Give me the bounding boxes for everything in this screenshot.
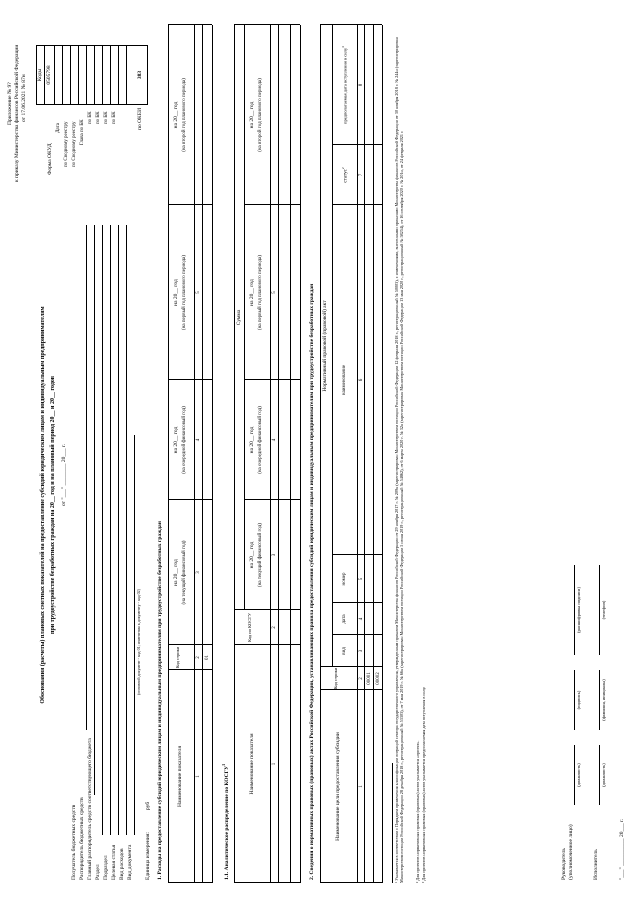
s1-col-y2-sub: (на первый год планового периода) xyxy=(182,255,187,330)
code-label-registry-1: по Сводному реестру xyxy=(64,121,69,167)
head-label-2: (уполномоченное лицо) xyxy=(568,824,574,880)
s11-num-3: 3 xyxy=(272,553,277,557)
s1-num-2: 2 xyxy=(196,656,201,659)
executor-caption-fio: (фамилия, инициалы) xyxy=(601,679,606,721)
doc-type-note: (основной документ - код 01; изменения к документу - код 02) xyxy=(136,589,141,695)
okud-value: 0505798 xyxy=(46,65,52,85)
section11-title: 1.1. Аналитическое распределение по КОСГУ$^1$ xyxy=(221,763,230,880)
s11-col-kosgu: Код по КОСГУ xyxy=(247,612,252,643)
head-caption-name: (расшифровка подписи) xyxy=(576,587,581,633)
code-label-registry-2: по Сводному реестру xyxy=(72,121,77,167)
head-label-1: Руководитель xyxy=(561,848,567,880)
s11-col-name: Наименование показателя xyxy=(249,733,255,795)
s2-num-5: 5 xyxy=(359,577,364,581)
s2-col-name: Наименование цели предоставления субсидии xyxy=(335,732,341,841)
expense-type-label: Вид расходов xyxy=(119,848,125,880)
codes-header: Коды xyxy=(37,68,43,82)
appendix-line-3: от 17.06.2021 № 87н xyxy=(21,74,27,122)
distributor-label: Распорядитель бюджетных средств xyxy=(79,797,85,880)
s11-col-y0: на 20__ год xyxy=(249,541,255,569)
form-title-line-1: Обоснования (расчеты) плановых сметных показателей на предоставление субсидий юридическим лицам и индивидуальным предпринимателям xyxy=(40,306,46,704)
s1-col-code: Код строки xyxy=(175,646,180,669)
s2-num-7: 7 xyxy=(359,173,364,177)
executor-label: Исполнитель xyxy=(593,849,599,880)
code-label-bk-4: по БК xyxy=(112,111,117,124)
s11-num-5: 5 xyxy=(272,291,277,294)
s1-num-1: 1 xyxy=(196,775,201,778)
s2-sub-status: статус$^2$ xyxy=(341,167,349,183)
doc-type-label: Вид документа xyxy=(127,844,133,880)
unit-value: руб xyxy=(145,801,151,810)
s2-sub-date: дата xyxy=(342,614,347,624)
code-label-bk-3: по БК xyxy=(104,111,109,124)
s2-col-code: Код строки xyxy=(333,667,338,690)
s11-col-y3-sub: (на второй год планового периода) xyxy=(258,78,263,152)
s2-row-code-2: 00002 xyxy=(376,672,381,685)
s11-col-y1-sub: (на очередной финансовый год) xyxy=(258,406,263,474)
s1-col-y1-sub: (на очередной финансовый год) xyxy=(182,406,187,474)
s2-row-code-1: 00001 xyxy=(367,672,372,685)
s1-col-y2: на 20__ год xyxy=(173,279,179,306)
okei-label: по ОКЕИ xyxy=(137,107,143,130)
form-date: от "___" ________ 20___ г. xyxy=(61,443,67,507)
s1-col-y3-sub: (на второй год планового периода) xyxy=(182,78,187,152)
form-title-line-2: при трудоустройстве безработных граждан на 20__ год и на плановый период 20__ и 20__ годов xyxy=(50,376,56,635)
s2-num-4: 4 xyxy=(359,617,364,621)
s11-num-1: 1 xyxy=(272,762,277,766)
code-label-bk-2: по БК xyxy=(96,111,101,124)
s1-col-y3: на 20__ год xyxy=(173,101,179,129)
section-label: Раздел xyxy=(95,864,101,880)
s11-num-4: 4 xyxy=(272,438,277,442)
s2-num-6: 6 xyxy=(359,378,364,382)
s2-num-2: 2 xyxy=(359,677,364,680)
signature-date: "___" __________ 20___ г. xyxy=(619,818,625,880)
footnote-2: ² Для проектов нормативных правовых (правовых) актов указывается «проект». xyxy=(415,740,420,883)
s1-row-code: 01 xyxy=(205,655,210,660)
s1-col-name: Наименование показателя xyxy=(177,746,183,807)
code-label-date: Дата xyxy=(56,123,61,133)
s2-num-3: 3 xyxy=(359,649,364,653)
code-label-bk-1: по БК xyxy=(88,111,93,124)
s2-sub-kind: вид xyxy=(342,647,347,655)
s1-col-y0-sub: (на текущий финансовый год) xyxy=(182,540,187,605)
chief-distributor-label: Главный распорядитель средств соответствующего бюджета xyxy=(87,738,93,880)
executor-caption-position: (должность) xyxy=(601,763,606,787)
appendix-line-2: к приказу Министерства финансов Российской Федерации xyxy=(14,44,20,182)
s11-col-y3: на 20__ год xyxy=(249,101,255,129)
section1-title: 1. Расходы на предоставление субсидий юридическим лицам и индивидуальным предпринимателям при трудоустройстве безработных граждан xyxy=(157,521,163,880)
s2-num-1: 1 xyxy=(359,785,364,788)
s1-num-5: 5 xyxy=(196,291,201,294)
s11-col-y0-sub: (на текущий финансовый год) xyxy=(258,523,263,587)
recipient-label: Получатель бюджетных средств xyxy=(71,804,77,880)
s11-col-y1: на 20__ год xyxy=(249,426,255,454)
subsection-label: Подраздел xyxy=(103,855,109,880)
s2-sub-name: наименование xyxy=(342,364,347,396)
s11-num-2: 2 xyxy=(272,626,277,629)
s1-col-y1: на 20__ год xyxy=(173,426,179,454)
form-okud-label: Форма ОКУД xyxy=(47,143,53,175)
okei-value: 383 xyxy=(137,70,143,80)
s1-col-y0: на 20__ год xyxy=(173,559,179,586)
s2-num-8: 8 xyxy=(359,83,364,87)
s1-num-3: 3 xyxy=(196,571,201,574)
s2-sub-number: номер xyxy=(342,572,347,586)
appendix-line-1: Приложение № 9? xyxy=(7,82,13,125)
head-caption-signature: (подпись) xyxy=(576,690,581,710)
unit-label: Единица измерения: xyxy=(145,832,151,880)
s11-sums-header: Сумма xyxy=(236,309,242,326)
section2-title: 2. Сведения о нормативных правовых (правовых) актах Российской Федерации, устанавливающих правила предоставления субсидий юридическим лицам и индивидуальным предпринимателям при трудоустройстве безработных граждан xyxy=(309,283,315,880)
s11-col-y2: на 20__ год xyxy=(249,279,255,306)
head-caption-position: (должность) xyxy=(576,763,581,787)
executor-caption-phone: (телефон) xyxy=(601,600,606,620)
s2-npa-header: Нормативный правовой (правовой) акт xyxy=(322,300,328,392)
code-label-chapter: Глава по БК xyxy=(80,119,85,145)
target-article-label: Целевая статья xyxy=(111,844,117,880)
footnote-3: ³ Для проектов нормативных правовых (правовых) актов указывается предполагаемая дата вступления в силу. xyxy=(421,686,426,883)
s2-sub-effective-date: предполагаемая дата вступления в силу$^3$ xyxy=(341,46,348,124)
footnote-1: ¹ Указывается в соответствии с Порядком применения классификации операций сектора государственного управления, утвержденным приказом Министерства финансов Российской Федерации от 29 ноября 2017 г. № 209н (зарегистрирован Министерством юстиции Российской Федерации 12 февраля 2018 г., регистрационный № 50003), с изменениями, внесенными приказами Министерства финансов Российской Федерации от 30 ноября 2018 г. № 244н (зарегистрирован Министерством юстиции Российской Федерации 28 декабря 2018 г., регистрационный № 53303), от 7 мая 2019 г. № 66н (зарегистрирован Министерством юстиции Российской Федерации 5 июня 2019 г., регистрационный № 54862), от 6 марта 2020 г. № 32н (зарегистрирован Министерством юстиции Российской Федерации 13 мая 2020 г., регистрационный № 58254), от 16 сентября 2020 г. № 201н, от 24 февраля 2021 г. xyxy=(394,37,404,883)
s11-col-y2-sub: (на первый год планового периода) xyxy=(258,255,263,330)
s1-num-4: 4 xyxy=(196,438,201,442)
